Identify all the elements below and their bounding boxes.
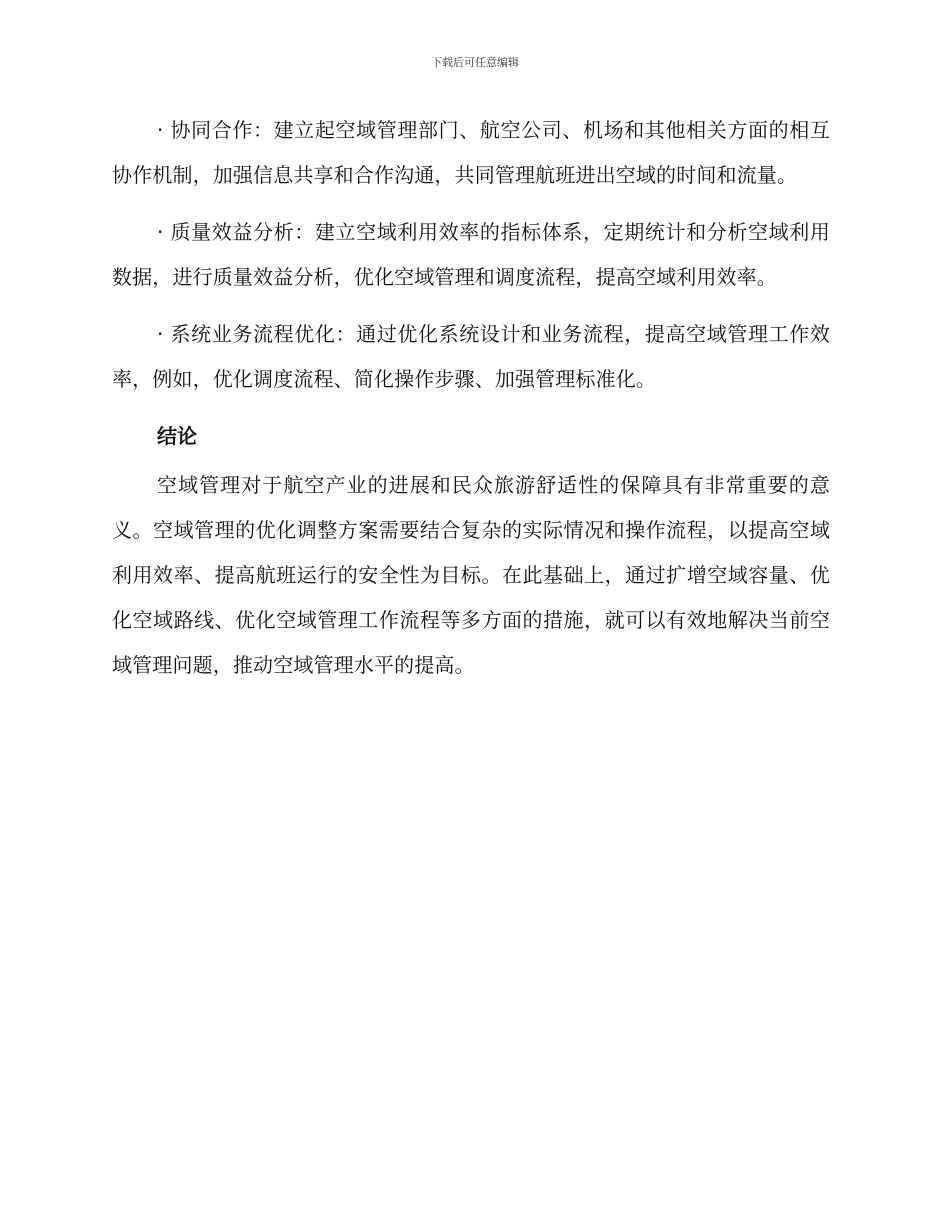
document-body [112, 108, 830, 700]
bullet-paragraph-quality-analysis: · 质量效益分析：建立空域利用效率的指标体系，定期统计和分析空域利用数据，进行质量效益分析，优化空域管理和调度流程，提高空域利用效率。 [112, 220, 830, 289]
conclusion-paragraph: 空域管理对于航空产业的进展和民众旅游舒适性的保障具有非常重要的意义。空域管理的优化调整方案需要结合复杂的实际情况和操作流程，以提高空域利用效率、提高航班运行的安全性为目标。在此基础上，通过扩增空域容量、优化空域路线、优化空域管理工作流程等多方面的措施，就可以有效地解决当前空域管理问题，推动空域管理水平的提高。 [112, 473, 830, 677]
bullet-paragraph-process-optimization: · 系统业务流程优化：通过优化系统设计和业务流程，提高空域管理工作效率，例如，优化调度流程、简化操作步骤、加强管理标准化。 [112, 322, 830, 391]
bullet-paragraph-collaboration: · 协同合作：建立起空域管理部门、航空公司、机场和其他相关方面的相互协作机制，加强信息共享和合作沟通，共同管理航班进出空域的时间和流量。 [112, 118, 830, 187]
header-note: 下载后可任意编辑 [431, 56, 519, 69]
conclusion-heading: 结论 [157, 424, 197, 448]
